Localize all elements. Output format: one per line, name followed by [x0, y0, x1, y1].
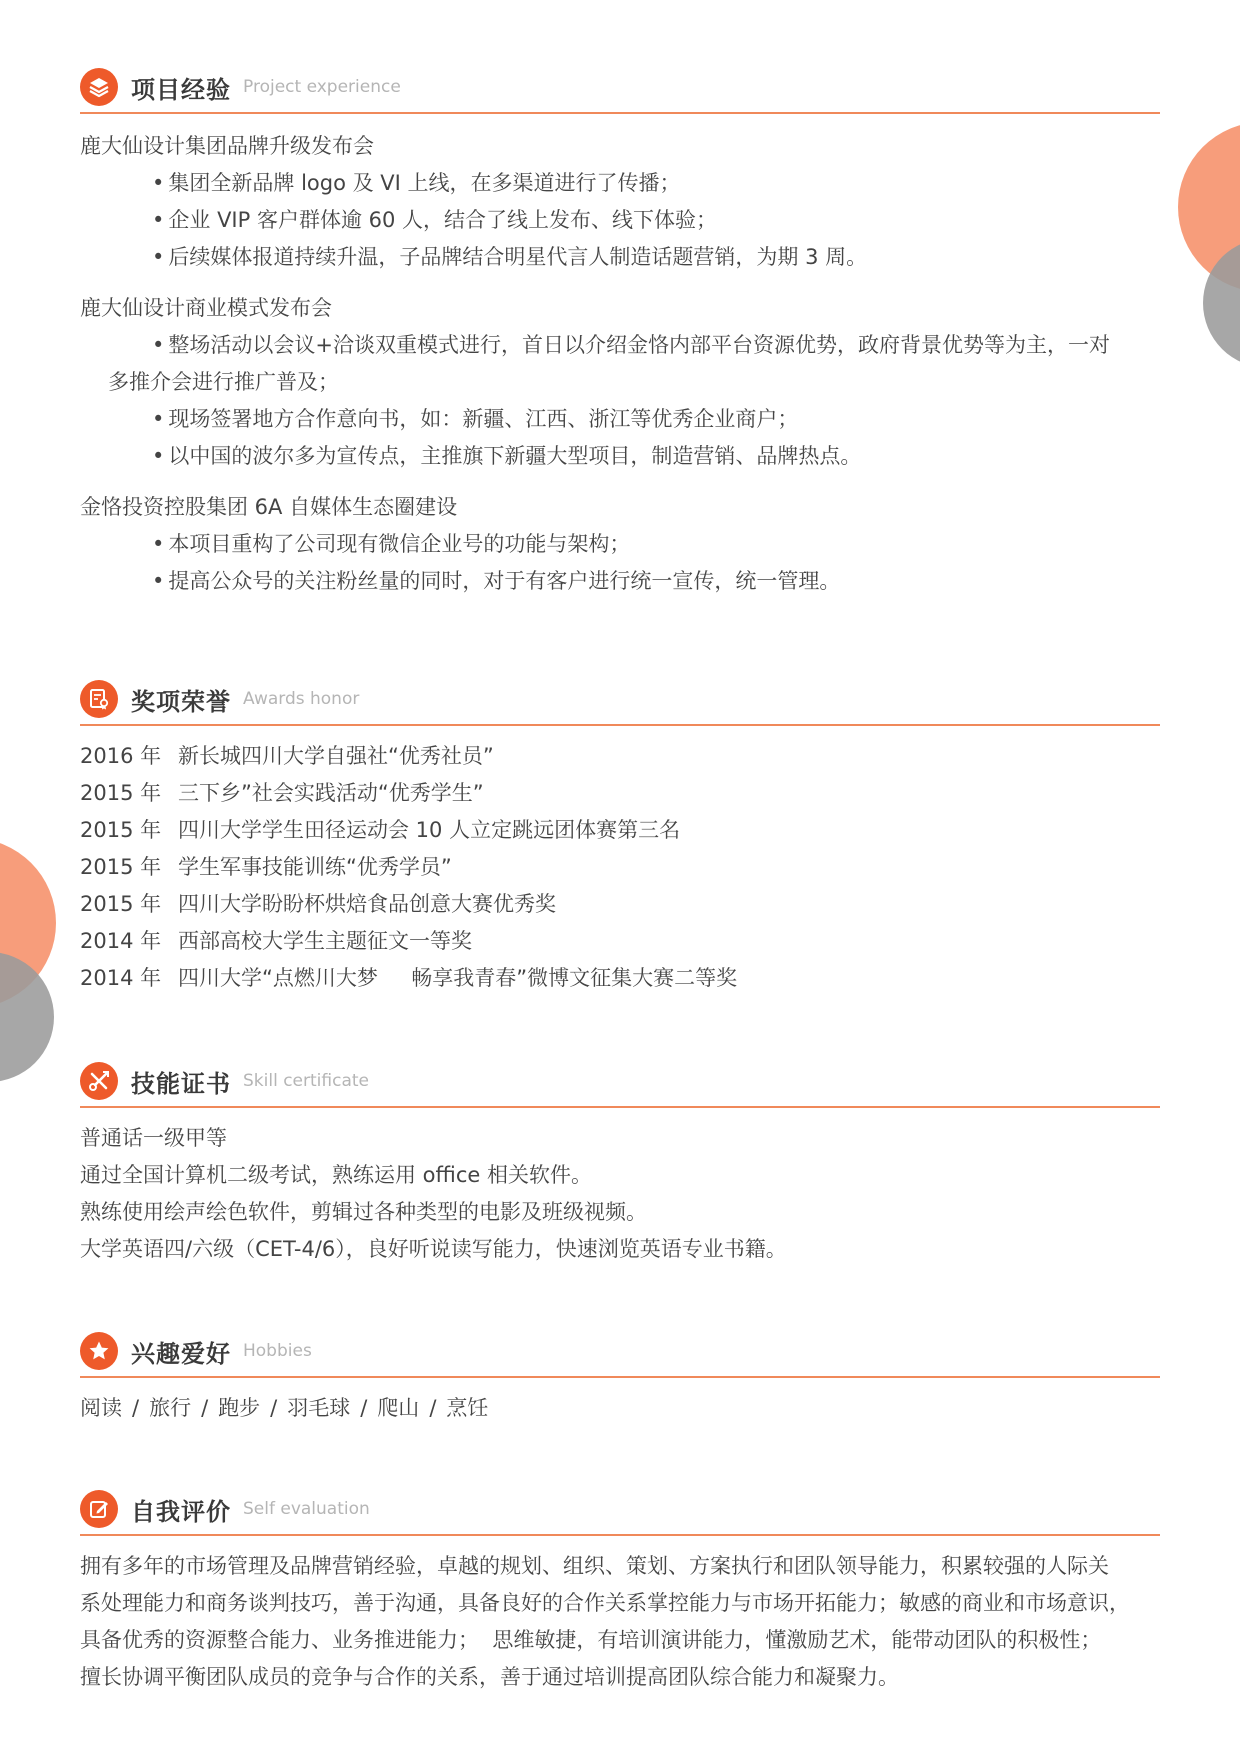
- section-title: 技能证书: [131, 1070, 231, 1098]
- project-bullet: • 现场签署地方合作意向书，如：新疆、江西、浙江等优秀企业商户；: [80, 401, 1160, 438]
- section-self-evaluation: [80, 1488, 1160, 1696]
- award-text: 四川大学学生田径运动会 10 人立定跳远团体赛第三名: [178, 818, 681, 842]
- award-year: 2015 年: [80, 892, 162, 916]
- section-header: [80, 1488, 1160, 1536]
- award-year: 2015 年: [80, 781, 162, 805]
- project-title: 金恪投资控股集团 6A 自媒体生态圈建设: [80, 495, 458, 519]
- project-title: 鹿大仙设计集团品牌升级发布会: [80, 134, 374, 158]
- project-bullet: • 本项目重构了公司现有微信企业号的功能与架构；: [80, 526, 1160, 563]
- award-text: 学生军事技能训练“优秀学员”: [178, 855, 452, 879]
- self-evaluation-line: 擅长协调平衡团队成员的竞争与合作的关系，善于通过培训提高团队综合能力和凝聚力。: [80, 1665, 899, 1689]
- layers-icon: [80, 68, 118, 106]
- hobby-separator: /: [270, 1396, 278, 1420]
- skill-line: 普通话一级甲等: [80, 1126, 227, 1150]
- project-title: 鹿大仙设计商业模式发布会: [80, 296, 332, 320]
- self-evaluation-line: 具备优秀的资源整合能力、业务推进能力； 思维敏捷，有培训演讲能力，懂激励艺术，能带动团队的积极性；: [80, 1628, 1102, 1652]
- project-bullet-text: 整场活动以会议+洽谈双重模式进行，首日以介绍金恪内部平台资源优势，政府背景优势等为主，一对: [168, 333, 1110, 357]
- section-subtitle: Awards honor: [243, 689, 360, 709]
- award-text: 四川大学“点燃川大梦 畅享我青春”微博文征集大赛二等奖: [178, 966, 738, 990]
- section-title: 自我评价: [131, 1498, 231, 1526]
- section-title: 奖项荣誉: [131, 688, 231, 716]
- section-skill-certificate: [80, 1060, 1160, 1268]
- star-icon: [80, 1332, 118, 1370]
- certificate-icon: [80, 680, 118, 718]
- hobby-separator: /: [360, 1396, 368, 1420]
- project-bullet: • 集团全新品牌 logo 及 VI 上线，在多渠道进行了传播；: [80, 165, 1160, 202]
- award-item: [80, 738, 1160, 775]
- project-bullet: • 以中国的波尔多为宣传点，主推旗下新疆大型项目，制造营销、品牌热点。: [80, 438, 1160, 475]
- section-subtitle: Self evaluation: [243, 1499, 370, 1519]
- section-header: [80, 1060, 1160, 1108]
- section-project-experience: [80, 66, 1160, 600]
- award-text: 四川大学盼盼杯烘焙食品创意大赛优秀奖: [178, 892, 556, 916]
- self-evaluation-line: 拥有多年的市场管理及品牌营销经验，卓越的规划、组织、策划、方案执行和团队领导能力，积累较强的人际关: [80, 1554, 1109, 1578]
- award-year: 2014 年: [80, 929, 162, 953]
- section-header: [80, 678, 1160, 726]
- project-bullet: • 后续媒体报道持续升温，子品牌结合明星代言人制造话题营销，为期 3 周。: [80, 239, 1160, 276]
- award-text: 西部高校大学生主题征文一等奖: [178, 929, 472, 953]
- section-title: 项目经验: [131, 76, 231, 104]
- skill-line: 熟练使用绘声绘色软件，剪辑过各种类型的电影及班级视频。: [80, 1200, 647, 1224]
- hobby-item: 旅行: [149, 1396, 192, 1420]
- award-item: [80, 960, 1160, 997]
- award-item: [80, 849, 1160, 886]
- skill-line: 大学英语四/六级（CET-4/6），良好听说读写能力，快速浏览英语专业书籍。: [80, 1237, 787, 1261]
- tools-icon: [80, 1062, 118, 1100]
- project-bullet-continuation: 多推介会进行推广普及；: [108, 370, 339, 394]
- section-title: 兴趣爱好: [131, 1340, 231, 1368]
- section-subtitle: Skill certificate: [243, 1071, 369, 1091]
- hobby-item: 羽毛球: [287, 1396, 351, 1420]
- hobby-separator: /: [429, 1396, 437, 1420]
- award-text: 新长城四川大学自强社“优秀社员”: [178, 744, 494, 768]
- award-year: 2014 年: [80, 966, 162, 990]
- project-bullet: • 提高公众号的关注粉丝量的同时，对于有客户进行统一宣传，统一管理。: [80, 563, 1160, 600]
- award-item: [80, 812, 1160, 849]
- self-evaluation-line: 系处理能力和商务谈判技巧，善于沟通，具备良好的合作关系掌控能力与市场开拓能力；敏感的商业和市场意识，: [80, 1591, 1130, 1615]
- award-year: 2015 年: [80, 818, 162, 842]
- hobby-item: 跑步: [218, 1396, 261, 1420]
- award-item: [80, 775, 1160, 812]
- award-item: [80, 886, 1160, 923]
- hobby-item: 阅读: [80, 1396, 122, 1420]
- section-header: [80, 1330, 1160, 1378]
- self-evaluation-text: [80, 1536, 1160, 1696]
- project-list: [80, 114, 1160, 600]
- project-bullet: [80, 327, 1160, 401]
- hobby-separator: /: [132, 1396, 140, 1420]
- hobby-separator: /: [201, 1396, 209, 1420]
- award-text: 三下乡”社会实践活动“优秀学生”: [178, 781, 484, 805]
- skill-line: 通过全国计算机二级考试，熟练运用 office 相关软件。: [80, 1163, 592, 1187]
- section-subtitle: Project experience: [243, 77, 401, 97]
- section-awards-honor: [80, 678, 1160, 997]
- section-header: [80, 66, 1160, 114]
- award-item: [80, 923, 1160, 960]
- skills-list: [80, 1108, 1160, 1268]
- award-year: 2015 年: [80, 855, 162, 879]
- section-hobbies: [80, 1330, 1160, 1427]
- hobby-item: 烹饪: [446, 1396, 489, 1420]
- hobby-item: 爬山: [377, 1396, 420, 1420]
- project-bullet: • 企业 VIP 客户群体逾 60 人，结合了线上发布、线下体验；: [80, 202, 1160, 239]
- hobbies-list: [80, 1378, 1160, 1427]
- awards-list: [80, 726, 1160, 997]
- decorative-circle-gray-left: [0, 952, 54, 1082]
- award-year: 2016 年: [80, 744, 162, 768]
- edit-icon: [80, 1490, 118, 1528]
- section-subtitle: Hobbies: [243, 1341, 312, 1361]
